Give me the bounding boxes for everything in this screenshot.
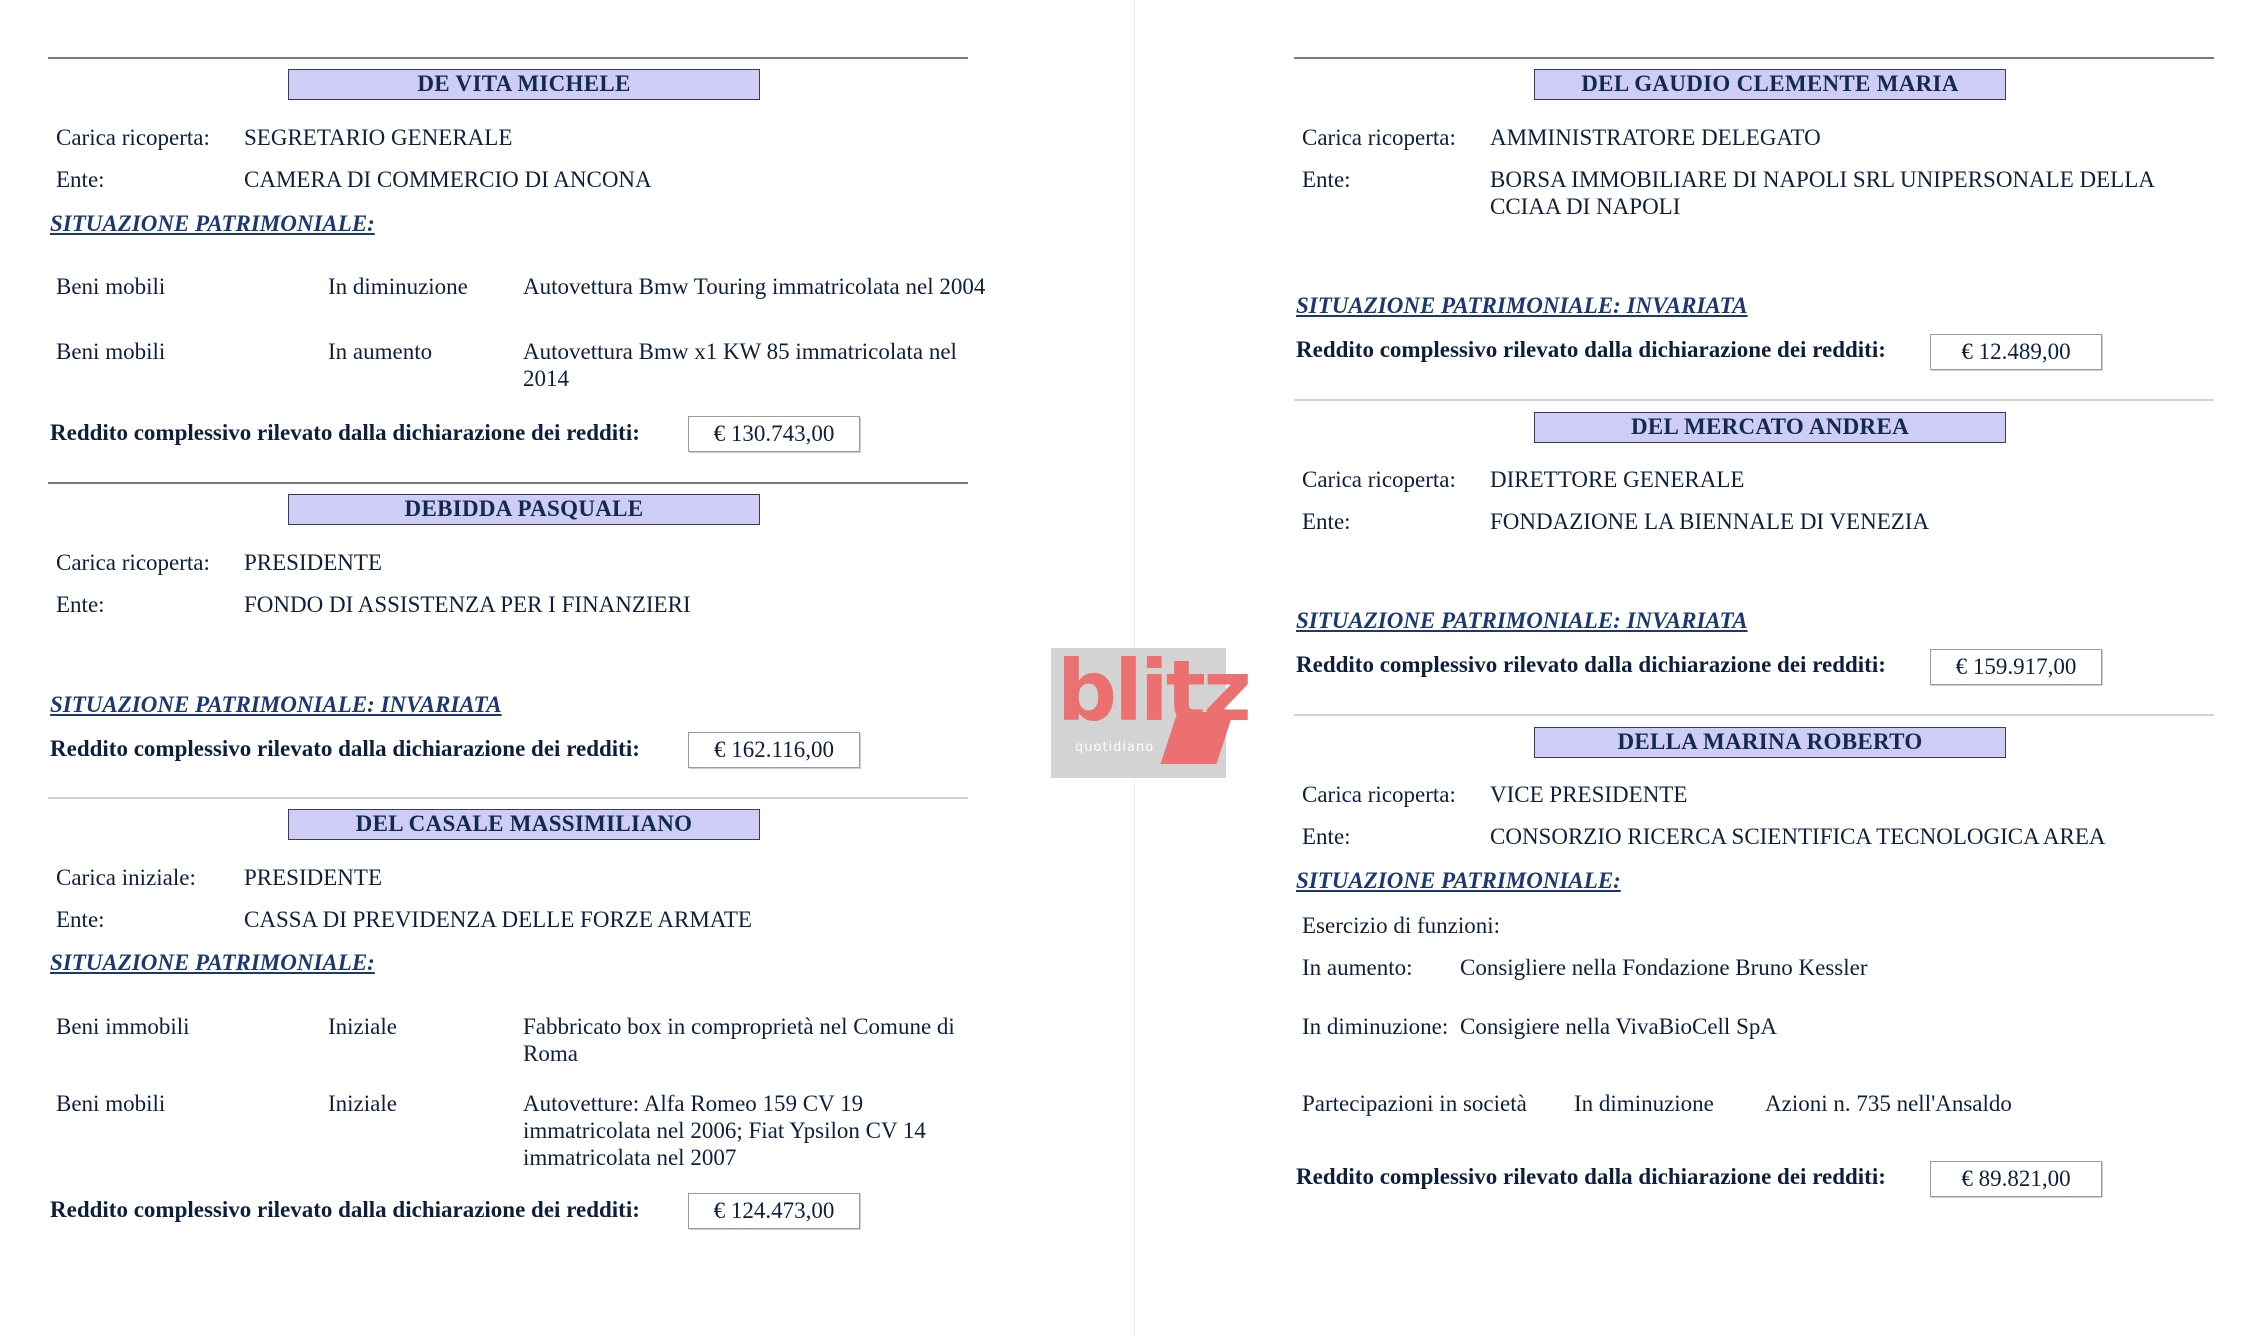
role-value: DIRETTORE GENERALE xyxy=(1490,467,1745,492)
role-value: PRESIDENTE xyxy=(244,550,382,575)
role-value: AMMINISTRATORE DELEGATO xyxy=(1490,125,1821,150)
situazione-heading: SITUAZIONE PATRIMONIALE: INVARIATA xyxy=(50,692,502,717)
right-column xyxy=(1294,0,2234,1336)
role-value: VICE PRESIDENTE xyxy=(1490,782,1688,807)
entry-separator xyxy=(1294,399,2214,401)
role-label: Carica ricoperta: xyxy=(1302,125,1456,150)
ente-value: CONSORZIO RICERCA SCIENTIFICA TECNOLOGICA AREA xyxy=(1490,824,2106,849)
person-name-box: DEL MERCATO ANDREA xyxy=(1534,412,2006,443)
ente-value: BORSA IMMOBILIARE DI NAPOLI SRL UNIPERSONALE DELLA CCIAA DI NAPOLI xyxy=(1490,167,2154,219)
entry-separator xyxy=(48,797,968,799)
person-name-box: DELLA MARINA ROBERTO xyxy=(1534,727,2006,758)
reddito-amount: € 162.116,00 xyxy=(688,732,860,768)
role-value: PRESIDENTE xyxy=(244,865,382,890)
asset-status: Iniziale xyxy=(328,1091,397,1116)
ente-label: Ente: xyxy=(56,907,105,932)
asset-status: Iniziale xyxy=(328,1014,397,1039)
ente-value: CASSA DI PREVIDENZA DELLE FORZE ARMATE xyxy=(244,907,752,932)
ente-value: CAMERA DI COMMERCIO DI ANCONA xyxy=(244,167,652,192)
ente-value: FONDAZIONE LA BIENNALE DI VENEZIA xyxy=(1490,509,1930,534)
person-name-box: DEBIDDA PASQUALE xyxy=(288,494,760,525)
role-label: Carica ricoperta: xyxy=(56,125,210,150)
role-label: Carica ricoperta: xyxy=(1302,467,1456,492)
logo-subtext: quotidiano xyxy=(1075,740,1155,755)
situazione-heading: SITUAZIONE PATRIMONIALE: INVARIATA xyxy=(1296,293,1748,318)
partecipazioni-description: Azioni n. 735 nell'Ansaldo xyxy=(1765,1091,2012,1116)
ente-label: Ente: xyxy=(56,167,105,192)
asset-status: In diminuzione xyxy=(328,274,468,299)
asset-type: Beni mobili xyxy=(56,1091,166,1116)
role-label: Carica ricoperta: xyxy=(56,550,210,575)
entry-separator xyxy=(1294,57,2214,59)
aumento-label: In aumento: xyxy=(1302,955,1413,980)
blitz-watermark-logo xyxy=(1051,642,1249,778)
reddito-label: Reddito complessivo rilevato dalla dichiarazione dei redditi: xyxy=(50,1197,640,1222)
ente-value: FONDO DI ASSISTENZA PER I FINANZIERI xyxy=(244,592,691,617)
asset-description: Autovettura Bmw Touring immatricolata nel 2004 xyxy=(523,274,986,299)
person-name-box: DEL GAUDIO CLEMENTE MARIA xyxy=(1534,69,2006,100)
asset-description: Autovettura Bmw x1 KW 85 immatricolata nel 2014 xyxy=(523,339,957,391)
reddito-label: Reddito complessivo rilevato dalla dichiarazione dei redditi: xyxy=(1296,337,1886,362)
role-label: Carica ricoperta: xyxy=(1302,782,1456,807)
entry-separator xyxy=(48,57,968,59)
person-name-box: DEL CASALE MASSIMILIANO xyxy=(288,809,760,840)
reddito-amount: € 124.473,00 xyxy=(688,1193,860,1229)
entry-separator xyxy=(48,482,968,484)
role-label: Carica iniziale: xyxy=(56,865,196,890)
diminuzione-value: Consigiere nella VivaBioCell SpA xyxy=(1460,1014,1777,1039)
reddito-amount: € 89.821,00 xyxy=(1930,1161,2102,1197)
reddito-label: Reddito complessivo rilevato dalla dichiarazione dei redditi: xyxy=(1296,1164,1886,1189)
asset-description: Fabbricato box in comproprietà nel Comune di Roma xyxy=(523,1014,955,1066)
asset-type: Beni mobili xyxy=(56,339,166,364)
ente-label: Ente: xyxy=(1302,824,1351,849)
reddito-label: Reddito complessivo rilevato dalla dichiarazione dei redditi: xyxy=(50,420,640,445)
partecipazioni-type: Partecipazioni in società xyxy=(1302,1091,1527,1116)
reddito-amount: € 130.743,00 xyxy=(688,416,860,452)
reddito-amount: € 159.917,00 xyxy=(1930,649,2102,685)
situazione-heading: SITUAZIONE PATRIMONIALE: INVARIATA xyxy=(1296,608,1748,633)
left-column xyxy=(48,0,988,1336)
ente-label: Ente: xyxy=(56,592,105,617)
asset-status: In aumento xyxy=(328,339,433,364)
diminuzione-label: In diminuzione: xyxy=(1302,1014,1449,1039)
role-value: SEGRETARIO GENERALE xyxy=(244,125,513,150)
asset-type: Beni mobili xyxy=(56,274,166,299)
ente-label: Ente: xyxy=(1302,167,1351,192)
reddito-amount: € 12.489,00 xyxy=(1930,334,2102,370)
situazione-heading: SITUAZIONE PATRIMONIALE: xyxy=(1296,868,1621,893)
asset-type: Beni immobili xyxy=(56,1014,190,1039)
esercizio-label: Esercizio di funzioni: xyxy=(1302,913,1500,938)
entry-separator xyxy=(1294,714,2214,716)
situazione-heading: SITUAZIONE PATRIMONIALE: xyxy=(50,211,375,236)
logo-text: blitz xyxy=(1057,642,1249,740)
reddito-label: Reddito complessivo rilevato dalla dichiarazione dei redditi: xyxy=(1296,652,1886,677)
ente-label: Ente: xyxy=(1302,509,1351,534)
person-name-box: DE VITA MICHELE xyxy=(288,69,760,100)
aumento-value: Consigliere nella Fondazione Bruno Kessler xyxy=(1460,955,1868,980)
situazione-heading: SITUAZIONE PATRIMONIALE: xyxy=(50,950,375,975)
asset-description: Autovetture: Alfa Romeo 159 CV 19 immatricolata nel 2006; Fiat Ypsilon CV 14 immatricolata nel 2007 xyxy=(523,1091,926,1170)
partecipazioni-status: In diminuzione xyxy=(1574,1091,1714,1116)
reddito-label: Reddito complessivo rilevato dalla dichiarazione dei redditi: xyxy=(50,736,640,761)
